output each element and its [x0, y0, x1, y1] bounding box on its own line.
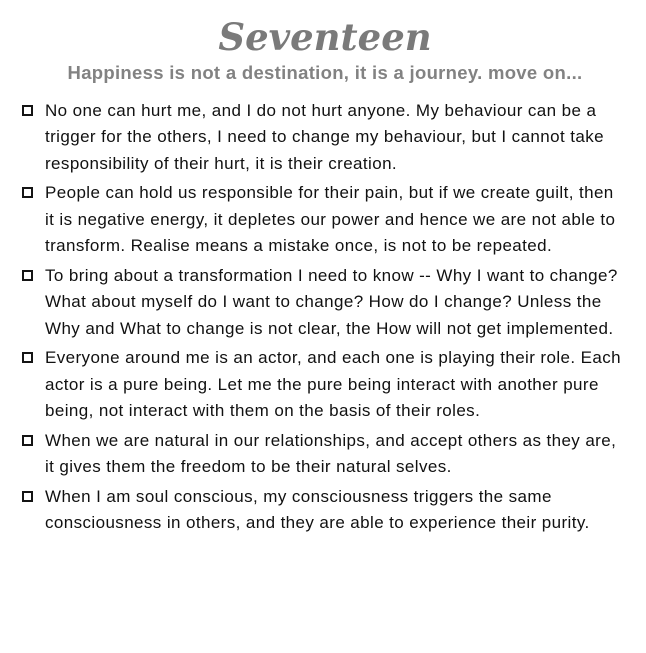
list-item	[22, 428, 628, 481]
list-item-text: When I am soul conscious, my consciousness triggers the same consciousness in others, and they are able to experience their purity.	[45, 486, 590, 533]
list-item	[22, 263, 628, 343]
list-item	[22, 484, 628, 537]
list-item-text: To bring about a transformation I need to know -- Why I want to change? What about myself do I want to change? How do I change? Unless the Why and What to change is not clear, the How will not get implemented.	[45, 265, 618, 338]
bullet-list	[22, 98, 628, 537]
list-item	[22, 98, 628, 178]
checkbox-square-icon	[22, 187, 33, 198]
page-title: Seventeen	[218, 15, 432, 59]
checkbox-square-icon	[22, 491, 33, 502]
list-item	[22, 180, 628, 260]
checkbox-square-icon	[22, 270, 33, 281]
list-item-text: When we are natural in our relationships, and accept others as they are, it gives them the freedom to be their natural selves.	[45, 430, 617, 477]
list-item-text: No one can hurt me, and I do not hurt anyone. My behaviour can be a trigger for the others, I need to change my behaviour, but I cannot take responsibility of their hurt, it is their creation.	[45, 100, 604, 173]
checkbox-square-icon	[22, 352, 33, 363]
checkbox-square-icon	[22, 105, 33, 116]
checkbox-square-icon	[22, 435, 33, 446]
list-item-text: Everyone around me is an actor, and each one is playing their role. Each actor is a pure being. Let me the pure being interact with another pure being, not interact with them on the basis of their roles.	[45, 348, 621, 421]
subtitle: Happiness is not a destination, it is a journey. move on...	[67, 61, 583, 83]
list-item-text: People can hold us responsible for their pain, but if we create guilt, then it is negative energy, it depletes our power and hence we are not able to transform. Realise means a mistake once, is not to be repeated.	[45, 183, 616, 256]
list-item	[22, 345, 628, 425]
